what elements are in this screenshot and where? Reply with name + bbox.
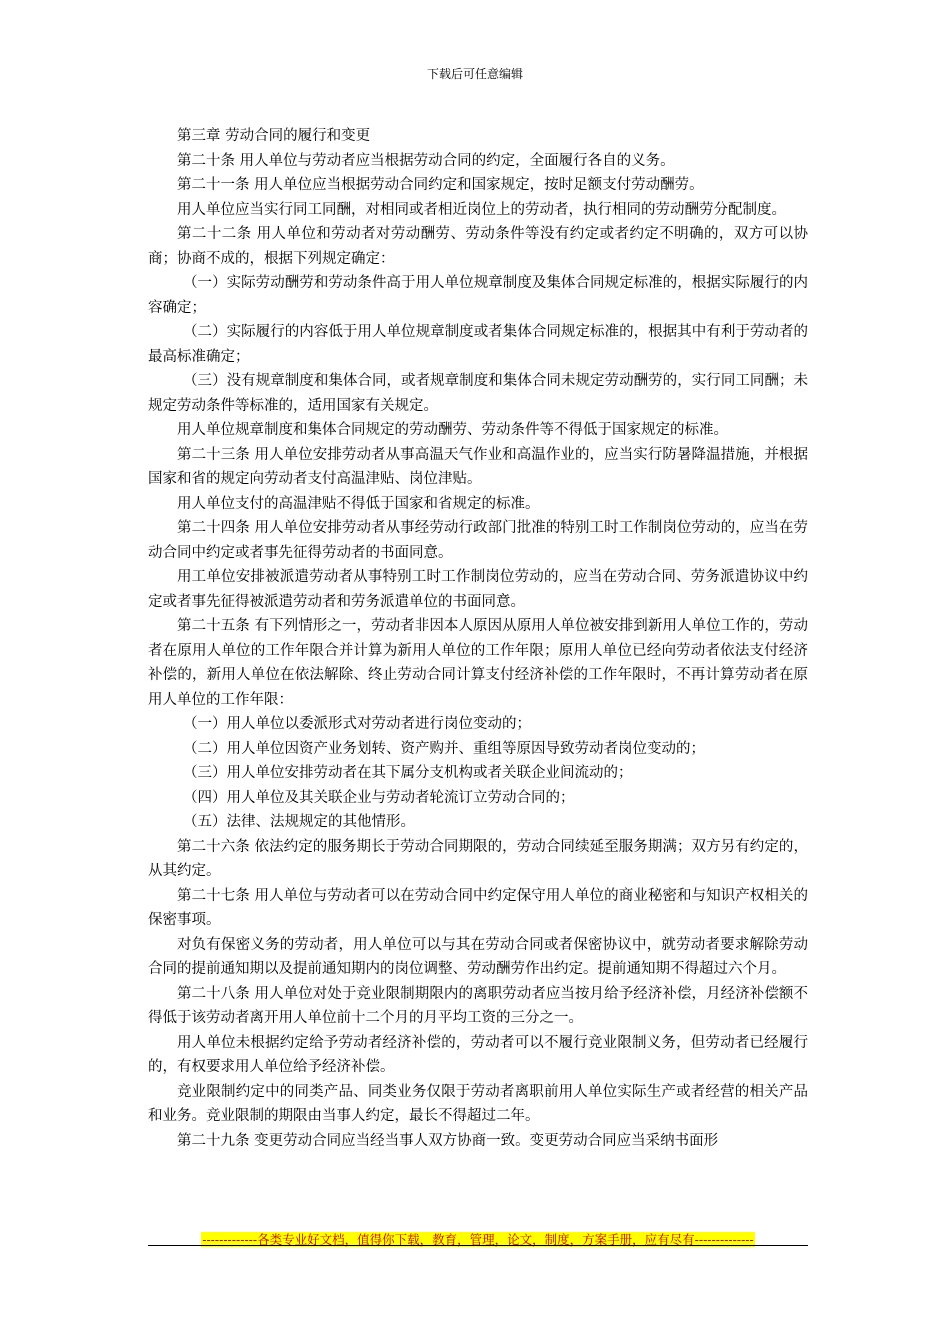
- list-item-paragraph: （二）实际履行的内容低于用人单位规章制度或者集体合同规定标准的，根据其中有利于劳动者的最高标准确定；: [148, 324, 808, 365]
- list-item-paragraph: （三）用人单位安排劳动者在其下属分支机构或者关联企业间流动的；: [183, 765, 633, 781]
- paragraph: 竞业限制约定中的同类产品、同类业务仅限于劳动者离职前用人单位实际生产或者经营的相关产品和业务。竞业限制的期限由当事人约定，最长不得超过二年。: [148, 1083, 808, 1124]
- list-item-paragraph: （三）没有规章制度和集体合同，或者规章制度和集体合同未规定劳动酬劳的，实行同工同酬；未规定劳动条件等标准的，适用国家有关规定。: [148, 373, 808, 414]
- paragraph: 第二十八条 用人单位对处于竞业限制期限内的离职劳动者应当按月给予经济补偿，月经济补偿额不得低于该劳动者离开用人单位前十二个月的月平均工资的三分之一。: [148, 985, 808, 1026]
- paragraph: 第二十条 用人单位与劳动者应当根据劳动合同的约定，全面履行各自的义务。: [177, 152, 675, 169]
- paragraph: 第二十六条 依法约定的服务期长于劳动合同期限的，劳动合同续延至服务期满；双方另有约定的，从其约定。: [148, 838, 808, 879]
- header-title: 下载后可任意编辑: [426, 67, 523, 81]
- paragraph: 用人单位规章制度和集体合同规定的劳动酬劳、劳动条件等不得低于国家规定的标准。: [177, 422, 728, 438]
- paragraph: 用人单位支付的高温津贴不得低于国家和省规定的标准。: [177, 495, 540, 512]
- list-item-paragraph: （一）用人单位以委派形式对劳动者进行岗位变动的；: [183, 716, 531, 732]
- paragraph: 对负有保密义务的劳动者，用人单位可以与其在劳动合同或者保密协议中，就劳动者要求解除劳动合同的提前通知期以及提前通知期内的岗位调整、劳动酬劳作出约定。提前通知期不得超过六个月。: [148, 936, 808, 977]
- paragraph: 第二十一条 用人单位应当根据劳动合同约定和国家规定，按时足额支付劳动酬劳。: [177, 177, 704, 193]
- footer-banner-text: -------------各类专业好文档，值得你下载，教育，管理，论文，制度，方案手册，应有尽有--------------: [202, 1232, 754, 1247]
- paragraph: 第二十五条 有下列情形之一，劳动者非因本人原因从原用人单位被安排到新用人单位工作的，劳动者在原用人单位的工作年限合并计算为新用人单位的工作年限；原用人单位已经向劳动者依法支付经济补偿的，新用人单位在依法解除、终止劳动合同计算支付经济补偿的工作年限时，不再计算劳动者在原用人单位的工作年限：: [148, 618, 808, 708]
- page-header: [0, 67, 950, 81]
- paragraph: 用人单位应当实行同工同酬，对相同或者相近岗位上的劳动者，执行相同的劳动酬劳分配制度。: [177, 201, 786, 218]
- paragraph: 第二十四条 用人单位安排劳动者从事经劳动行政部门批准的特别工时工作制岗位劳动的，应当在劳动合同中约定或者事先征得劳动者的书面同意。: [148, 520, 808, 561]
- list-item-paragraph: （一）实际劳动酬劳和劳动条件高于用人单位规章制度及集体合同规定标准的，根据实际履行的内容确定；: [148, 275, 808, 316]
- list-item-paragraph: （二）用人单位因资产业务划转、资产购并、重组等原因导致劳动者岗位变动的；: [183, 740, 705, 757]
- paragraph: 第二十七条 用人单位与劳动者可以在劳动合同中约定保守用人单位的商业秘密和与知识产权相关的保密事项。: [148, 887, 808, 928]
- footer-divider: [148, 1245, 808, 1246]
- paragraph: 用人单位未根据约定给予劳动者经济补偿的，劳动者可以不履行竞业限制义务，但劳动者已经履行的，有权要求用人单位给予经济补偿。: [148, 1034, 808, 1075]
- paragraph: 第二十二条 用人单位和劳动者对劳动酬劳、劳动条件等没有约定或者约定不明确的，双方可以协商；协商不成的，根据下列规定确定：: [148, 226, 808, 267]
- list-item-paragraph: （四）用人单位及其关联企业与劳动者轮流订立劳动合同的；: [183, 789, 575, 806]
- document-body: [148, 124, 808, 1153]
- paragraph: 第二十三条 用人单位安排劳动者从事高温天气作业和高温作业的，应当实行防暑降温措施，并根据国家和省的规定向劳动者支付高温津贴、岗位津贴。: [148, 446, 808, 487]
- list-item-paragraph: （五）法律、法规规定的其他情形。: [183, 814, 415, 830]
- paragraph: 第二十九条 变更劳动合同应当经当事人双方协商一致。变更劳动合同应当采纳书面形: [177, 1132, 719, 1149]
- paragraph: 第三章 劳动合同的履行和变更: [177, 128, 371, 144]
- paragraph: 用工单位安排被派遣劳动者从事特别工时工作制岗位劳动的，应当在劳动合同、劳务派遣协议中约定或者事先征得被派遣劳动者和劳务派遣单位的书面同意。: [148, 569, 808, 610]
